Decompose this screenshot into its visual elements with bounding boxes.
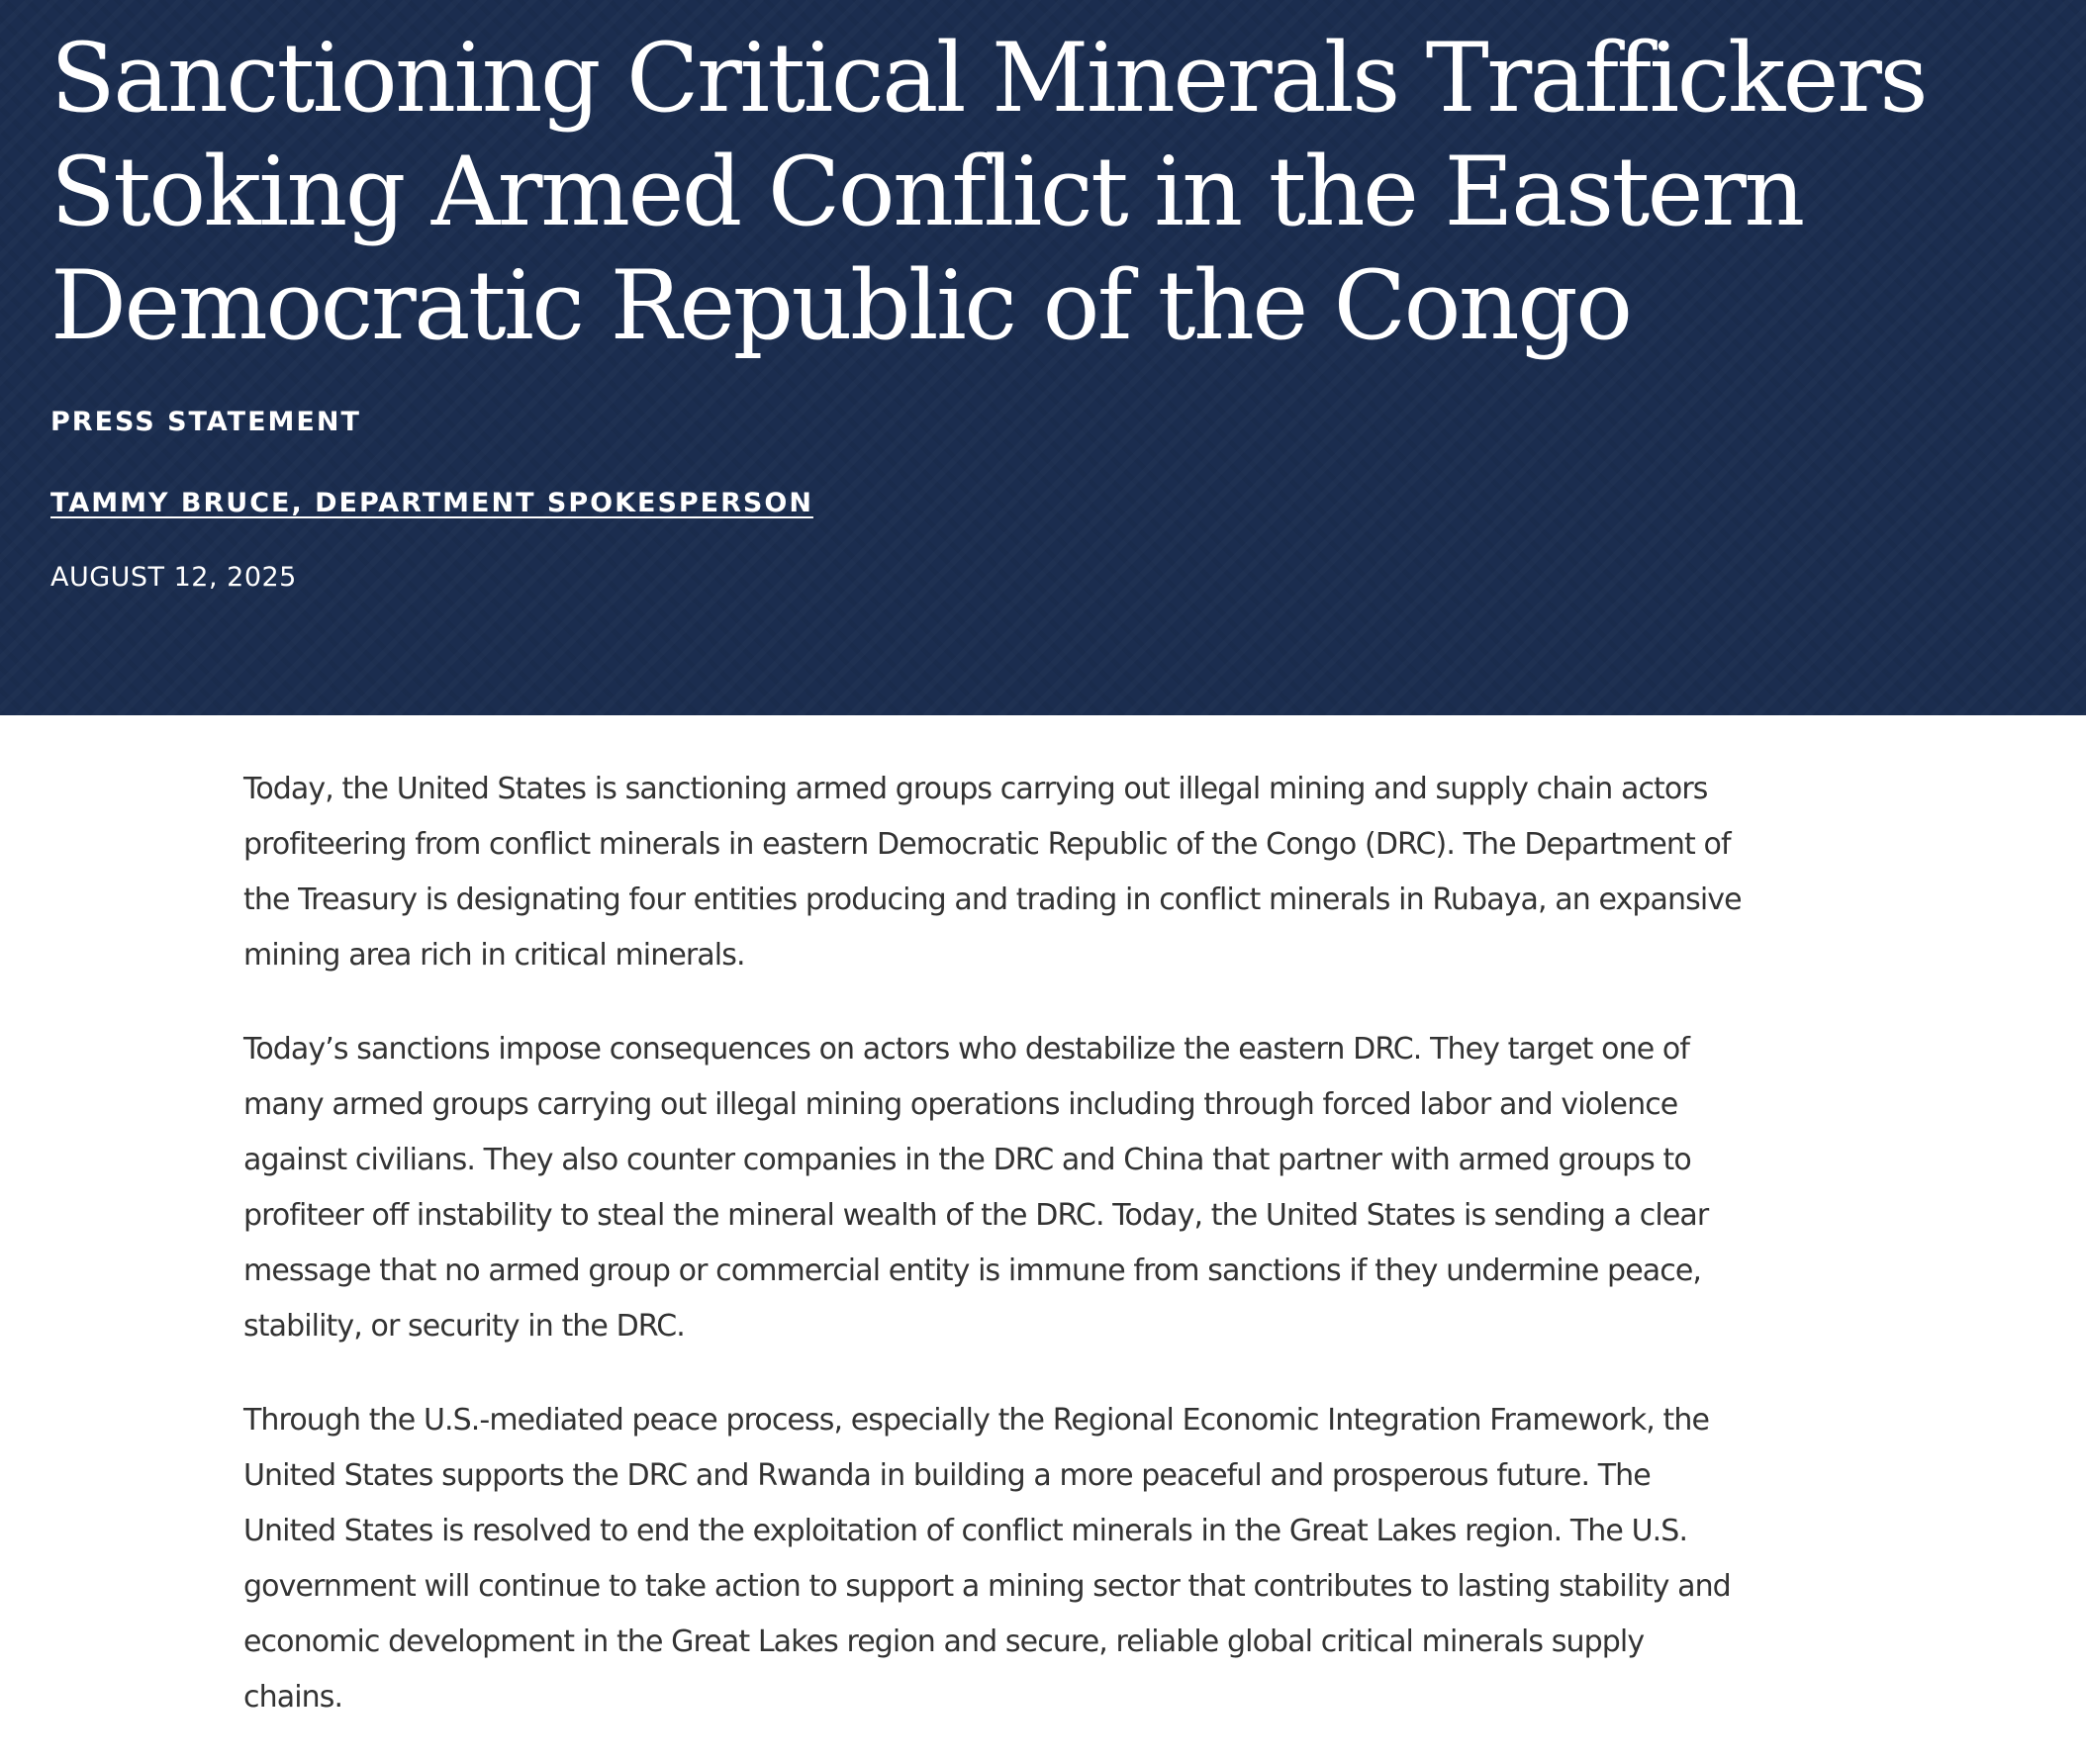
author-link[interactable]: TAMMY BRUCE, DEPARTMENT SPOKESPERSON	[50, 488, 813, 518]
hero-banner	[0, 0, 2086, 715]
publish-date: AUGUST 12, 2025	[50, 562, 297, 593]
article-paragraph-2: Today’s sanctions impose consequences on actors who destabilize the eastern DRC. They target one of many armed groups carrying out illegal mining operations including through forced labor and violence against civilians. They also counter companies in the DRC and China that partner with armed groups to profiteer off instability to steal the mineral wealth of the DRC. Today, the United States is sending a clear message that no armed group or commercial entity is immune from sanctions if they undermine peace, stability, or security in the DRC.	[243, 1032, 1709, 1344]
article-body	[243, 762, 1748, 1764]
article-type-label: PRESS STATEMENT	[50, 407, 361, 437]
article-paragraph-1: Today, the United States is sanctioning armed groups carrying out illegal mining and supply chain actors profiteering from conflict minerals in eastern Democratic Republic of the Congo (DRC). The Department of the Treasury is designating four entities producing and trading in conflict minerals in Rubaya, an expansive mining area rich in critical minerals.	[243, 772, 1742, 973]
page-title: Sanctioning Critical Minerals Traffickers Stoking Armed Conflict in the Eastern Democratic Republic of the Congo	[50, 23, 1927, 361]
article-paragraph-3: Through the U.S.-mediated peace process, especially the Regional Economic Integration Framework, the United States supports the DRC and Rwanda in building a more peaceful and prosperous future. The United States is resolved to end the exploitation of conflict minerals in the Great Lakes region. The U.S. government will continue to take action to support a mining sector that contributes to lasting stability and economic development in the Great Lakes region and secure, reliable global critical minerals supply chains.	[243, 1403, 1731, 1715]
